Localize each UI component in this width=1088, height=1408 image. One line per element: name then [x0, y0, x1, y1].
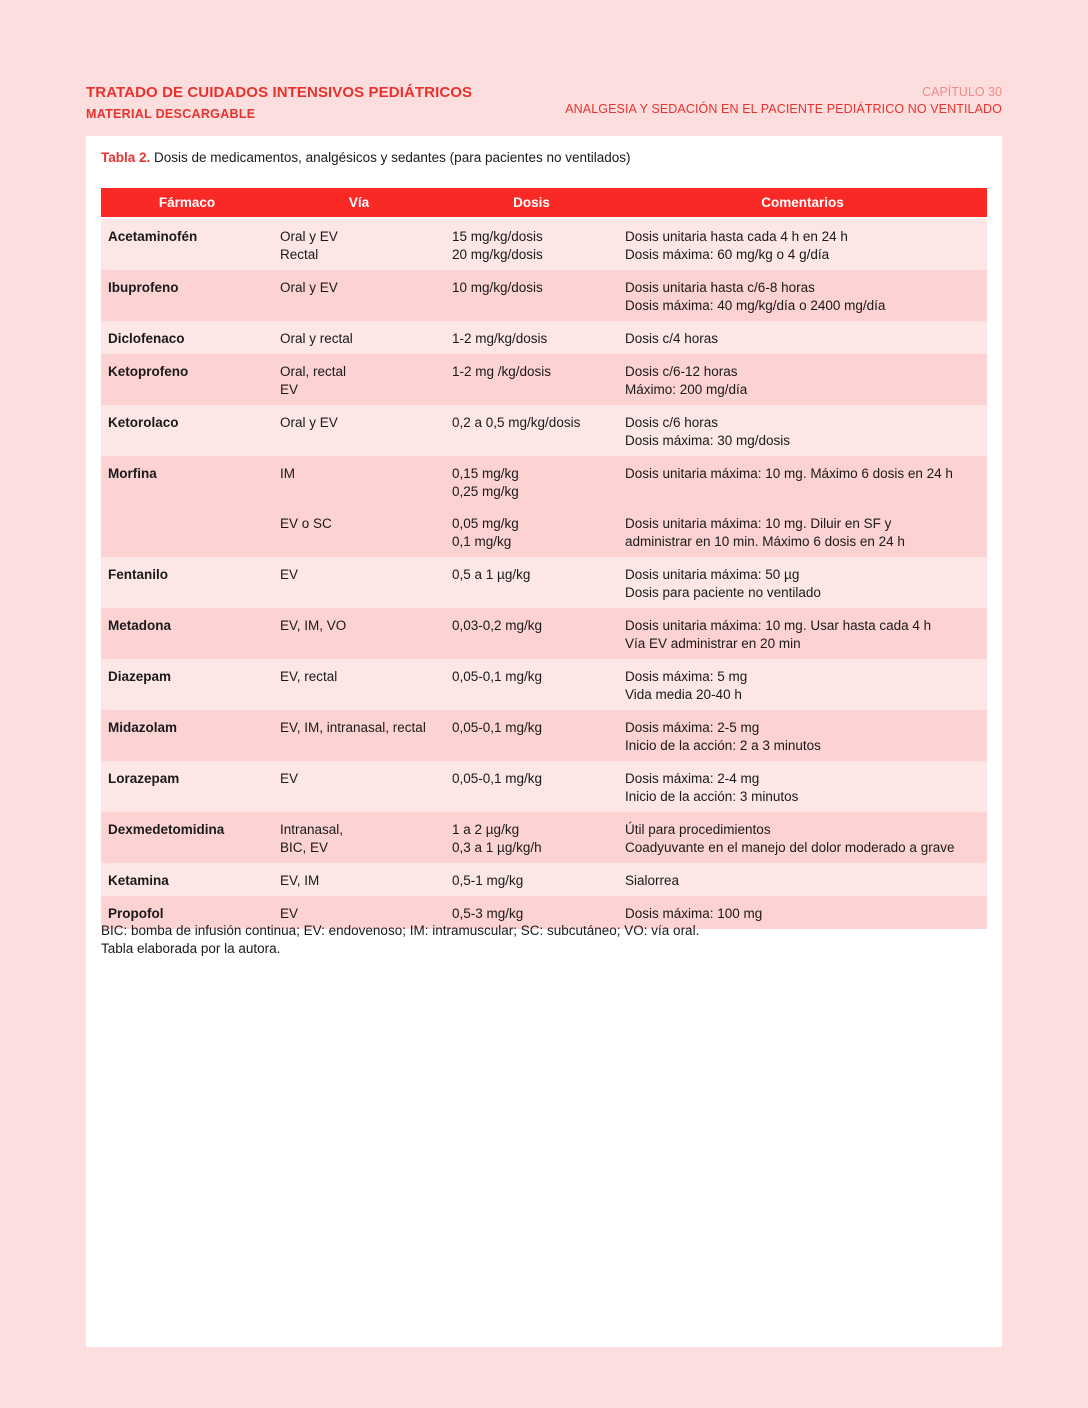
cell-via	[273, 218, 445, 270]
cell-comentarios	[618, 405, 987, 456]
table-row	[101, 659, 987, 710]
table-row	[101, 710, 987, 761]
table-row	[101, 354, 987, 405]
cell-via	[273, 659, 445, 710]
cell-dosis	[445, 218, 618, 270]
column-header-dosis: Dosis	[445, 188, 618, 218]
cell-comentarios-line: Dosis máxima: 100 mg	[625, 906, 763, 921]
cell-dosis	[445, 659, 618, 710]
cell-via	[273, 354, 445, 405]
cell-dosis	[445, 270, 618, 321]
cell-via	[273, 812, 445, 863]
cell-via-line: Intranasal,	[280, 822, 344, 837]
cell-comentarios-line: Dosis unitaria máxima: 10 mg. Máximo 6 dosis en 24 h	[625, 466, 953, 481]
cell-comentarios-line: administrar en 10 min. Máximo 6 dosis en 24 h	[625, 534, 905, 549]
cell-via-line: Oral y EV	[280, 229, 338, 244]
table-footnote	[101, 922, 699, 957]
cell-via-line: EV, IM, intranasal, rectal	[280, 720, 426, 735]
cell-dosis-line: 0,5-3 mg/kg	[452, 906, 524, 921]
cell-farmaco: Propofol	[101, 896, 273, 929]
cell-via-line: EV, IM	[280, 873, 320, 888]
table-row	[101, 218, 987, 270]
cell-comentarios-line: Útil para procedimientos	[625, 822, 771, 837]
table-row	[101, 863, 987, 896]
cell-dosis-line: 0,05 mg/kg	[452, 516, 519, 531]
cell-dosis-line: 0,5 a 1 µg/kg	[452, 567, 531, 582]
cell-dosis-line: 1-2 mg/kg/dosis	[452, 331, 548, 346]
cell-via-line: EV o SC	[280, 516, 332, 531]
cell-farmaco: Acetaminofén	[101, 218, 273, 270]
running-header-left	[86, 84, 472, 121]
cell-farmaco: Ketoprofeno	[101, 354, 273, 405]
cell-via-line: EV	[280, 771, 299, 786]
cell-comentarios-line: Dosis máxima: 5 mg	[625, 669, 748, 684]
cell-comentarios-line: Máximo: 200 mg/día	[625, 382, 748, 397]
cell-via-line: EV	[280, 382, 299, 397]
cell-comentarios-line: Sialorrea	[625, 873, 680, 888]
cell-comentarios-line: Dosis unitaria máxima: 10 mg. Usar hasta cada 4 h	[625, 618, 932, 633]
cell-dosis	[445, 557, 618, 608]
cell-comentarios	[618, 218, 987, 270]
material-label: MATERIAL DESCARGABLE	[86, 107, 256, 121]
cell-via-line: Oral y EV	[280, 415, 338, 430]
cell-comentarios-line: Dosis unitaria máxima: 50 µg	[625, 567, 800, 582]
cell-via-line: Rectal	[280, 247, 319, 262]
cell-comentarios	[618, 270, 987, 321]
cell-comentarios-line: Vía EV administrar en 20 min	[625, 636, 801, 651]
cell-comentarios	[618, 354, 987, 405]
cell-via-line: Oral y rectal	[280, 331, 353, 346]
footnote-source: Tabla elaborada por la autora.	[101, 940, 281, 956]
cell-dosis-line: 15 mg/kg/dosis	[452, 229, 543, 244]
cell-via	[273, 321, 445, 354]
cell-dosis	[445, 761, 618, 812]
table-caption-label: Tabla 2.	[101, 150, 151, 165]
cell-dosis	[445, 710, 618, 761]
cell-via	[273, 270, 445, 321]
cell-dosis	[445, 608, 618, 659]
dose-table	[101, 188, 987, 929]
cell-dosis-line: 0,15 mg/kg	[452, 466, 519, 481]
cell-via-line: Oral y EV	[280, 280, 338, 295]
cell-dosis	[445, 354, 618, 405]
cell-comentarios-line: Dosis máxima: 30 mg/dosis	[625, 433, 791, 448]
cell-comentarios	[618, 557, 987, 608]
cell-dosis-line: 0,25 mg/kg	[452, 484, 519, 499]
cell-farmaco: Midazolam	[101, 710, 273, 761]
cell-dosis	[445, 863, 618, 896]
table-row	[101, 608, 987, 659]
cell-comentarios-line: Dosis máxima: 40 mg/kg/día o 2400 mg/día	[625, 298, 886, 313]
cell-dosis-line: 0,5-1 mg/kg	[452, 873, 524, 888]
cell-comentarios-line: Dosis unitaria hasta c/6-8 horas	[625, 280, 815, 295]
cell-dosis-line: 0,03-0,2 mg/kg	[452, 618, 543, 633]
table-caption-text: Dosis de medicamentos, analgésicos y sedantes (para pacientes no ventilados)	[150, 150, 631, 165]
cell-dosis-line: 0,05-0,1 mg/kg	[452, 720, 543, 735]
cell-dosis	[445, 456, 618, 557]
table-row	[101, 321, 987, 354]
table-header-row	[101, 188, 987, 218]
cell-via-line	[280, 483, 438, 501]
cell-farmaco: Dexmedetomidina	[101, 812, 273, 863]
table-row	[101, 456, 987, 557]
cell-comentarios-line: Dosis unitaria hasta cada 4 h en 24 h	[625, 229, 848, 244]
cell-dosis	[445, 321, 618, 354]
cell-via-line: EV	[280, 906, 299, 921]
cell-via	[273, 863, 445, 896]
cell-via-line: EV, rectal	[280, 669, 338, 684]
cell-comentarios-line: Inicio de la acción: 3 minutos	[625, 789, 799, 804]
table-caption	[101, 150, 631, 165]
cell-comentarios-line: Vida media 20-40 h	[625, 687, 742, 702]
column-header-via: Vía	[273, 188, 445, 218]
cell-comentarios-line: Dosis c/4 horas	[625, 331, 719, 346]
cell-comentarios-line: Inicio de la acción: 2 a 3 minutos	[625, 738, 821, 753]
column-header-farmaco: Fármaco	[101, 188, 273, 218]
content-card	[86, 136, 1002, 1347]
cell-dosis-line: 10 mg/kg/dosis	[452, 280, 543, 295]
cell-via	[273, 557, 445, 608]
cell-dosis-line: 0,05-0,1 mg/kg	[452, 669, 543, 684]
cell-dosis-line: 20 mg/kg/dosis	[452, 247, 543, 262]
cell-comentarios-line	[625, 483, 980, 501]
cell-via-line: IM	[280, 466, 295, 481]
cell-comentarios-line: Dosis máxima: 2-4 mg	[625, 771, 760, 786]
sub-entry-spacer	[452, 501, 611, 515]
cell-dosis-line: 0,05-0,1 mg/kg	[452, 771, 543, 786]
cell-dosis-line: 1 a 2 µg/kg	[452, 822, 520, 837]
cell-via	[273, 761, 445, 812]
footnote-abbreviations: BIC: bomba de infusión continua; EV: endovenoso; IM: intramuscular; SC: subcutáneo; VO: vía oral.	[101, 923, 700, 938]
cell-comentarios	[618, 456, 987, 557]
cell-farmaco: Ketorolaco	[101, 405, 273, 456]
table-row	[101, 270, 987, 321]
cell-dosis-line: 0,1 mg/kg	[452, 534, 512, 549]
cell-dosis-line: 0,3 a 1 µg/kg/h	[452, 840, 542, 855]
cell-dosis	[445, 812, 618, 863]
cell-comentarios	[618, 659, 987, 710]
cell-farmaco: Diazepam	[101, 659, 273, 710]
table-row	[101, 405, 987, 456]
table-row	[101, 812, 987, 863]
cell-comentarios-line: Coadyuvante en el manejo del dolor moderado a grave	[625, 840, 955, 855]
cell-via	[273, 608, 445, 659]
cell-comentarios-line: Dosis para paciente no ventilado	[625, 585, 821, 600]
cell-comentarios-line: Dosis unitaria máxima: 10 mg. Diluir en SF y	[625, 516, 892, 531]
cell-farmaco: Diclofenaco	[101, 321, 273, 354]
cell-via-line: EV	[280, 567, 299, 582]
running-header-right	[565, 85, 1002, 116]
column-header-comentarios: Comentarios	[618, 188, 987, 218]
table-row	[101, 761, 987, 812]
cell-comentarios	[618, 863, 987, 896]
cell-comentarios-line: Dosis c/6-12 horas	[625, 364, 738, 379]
cell-dosis	[445, 405, 618, 456]
cell-comentarios	[618, 710, 987, 761]
cell-comentarios-line: Dosis máxima: 60 mg/kg o 4 g/día	[625, 247, 830, 262]
cell-via-line: Oral, rectal	[280, 364, 347, 379]
cell-farmaco: Ketamina	[101, 863, 273, 896]
cell-comentarios-line: Dosis máxima: 2-5 mg	[625, 720, 760, 735]
table-row	[101, 557, 987, 608]
cell-comentarios	[618, 608, 987, 659]
table-body	[101, 218, 987, 929]
cell-comentarios-line: Dosis c/6 horas	[625, 415, 719, 430]
cell-comentarios	[618, 321, 987, 354]
cell-farmaco: Morfina	[101, 456, 273, 557]
cell-via-line	[280, 533, 438, 551]
cell-via	[273, 456, 445, 557]
cell-via-line: BIC, EV	[280, 840, 329, 855]
cell-via	[273, 710, 445, 761]
cell-comentarios	[618, 761, 987, 812]
cell-farmaco: Metadona	[101, 608, 273, 659]
cell-farmaco: Fentanilo	[101, 557, 273, 608]
cell-via	[273, 405, 445, 456]
book-title: TRATADO DE CUIDADOS INTENSIVOS PEDIÁTRICOS	[86, 84, 473, 101]
sub-entry-spacer	[625, 501, 980, 515]
cell-comentarios	[618, 812, 987, 863]
chapter-number: CAPÍTULO 30	[922, 85, 1002, 99]
cell-farmaco: Ibuprofeno	[101, 270, 273, 321]
cell-dosis-line: 1-2 mg /kg/dosis	[452, 364, 552, 379]
sub-entry-spacer	[280, 501, 438, 515]
cell-farmaco: Lorazepam	[101, 761, 273, 812]
chapter-title: ANALGESIA Y SEDACIÓN EN EL PACIENTE PEDIÁTRICO NO VENTILADO	[565, 102, 1002, 116]
cell-via-line: EV, IM, VO	[280, 618, 347, 633]
cell-dosis-line: 0,2 a 0,5 mg/kg/dosis	[452, 415, 581, 430]
